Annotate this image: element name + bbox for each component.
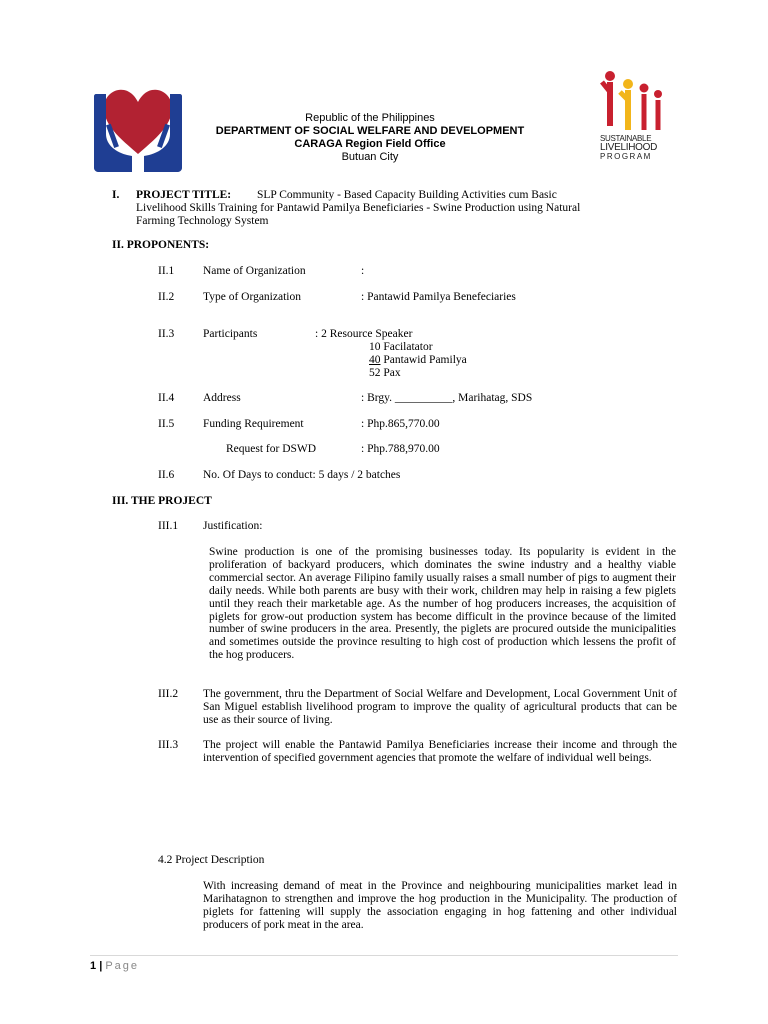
project-description-heading: 4.2 Project Description — [158, 854, 265, 866]
participants-facilitator: 10 Facilatator — [369, 341, 433, 353]
item-value: : 2 Resource Speaker — [315, 328, 413, 340]
item-label: Name of Organization — [203, 265, 306, 277]
participants-pantawid — [369, 354, 467, 367]
item-value: : Php.865,770.00 — [361, 418, 440, 430]
iii1-label: Justification: — [203, 520, 263, 532]
project-description-paragraph: With increasing demand of meat in the Province and neighbouring municipalities market lead in Marihatagnon to strengthen and improve the hog production in the Municipality. The production of piglets for fattening will supply the association engaging in hog fattening and other individual producers of pork meat in the area. — [203, 880, 677, 931]
page-separator: | — [99, 960, 103, 972]
slp-logo — [600, 70, 670, 165]
iii2-number: III.2 — [158, 688, 179, 700]
participants-total: 52 Pax — [369, 367, 401, 379]
iii1-number: III.1 — [158, 520, 179, 532]
slp-logo-line2: LIVELIHOOD — [600, 142, 658, 153]
item-value: : Brgy. __________, Marihatag, SDS — [361, 392, 533, 404]
item-number: II.5 — [158, 418, 175, 430]
page-number: 1 — [90, 960, 97, 972]
header-region: CARAGA Region Field Office — [294, 138, 446, 150]
item-number: II.3 — [158, 328, 175, 340]
section2-heading: II. PROPONENTS: — [112, 239, 210, 251]
item-number: II.2 — [158, 291, 175, 303]
item-value: : — [361, 265, 365, 277]
section1-label: PROJECT TITLE: — [136, 189, 232, 201]
slp-logo-line3: PROGRAM — [600, 152, 652, 161]
item-number: II.1 — [158, 265, 175, 277]
section1-number: I. — [112, 189, 120, 201]
justification-paragraph: Swine production is one of the promising businesses today. Its popularity is evident in the proliferation of backyard producers, which dominates the swine industry and a healthy viable commercial sector. An average Filipino family usually raises a small number of pigs to augment their daily needs. While both parents are busy with their work, children may help in raising a few piglets until they reach their marketable age. As the number of hog producers increases, the acquisition of piglets for grow-out production system has become difficult in the province because of the limited number of swine producers in the area. Presently, the piglets are procured outside the municipalities and sometimes outside the province resulting to high cost of production which lessens the profit of the hog producers. — [209, 546, 676, 662]
item-label: Participants — [203, 328, 258, 340]
item-number: II.6 — [158, 469, 175, 481]
section3-heading: III. THE PROJECT — [112, 495, 212, 507]
item-label: Request for DSWD — [226, 443, 317, 455]
iii3-number: III.3 — [158, 739, 179, 751]
footer-divider — [90, 955, 678, 956]
item-label: Address — [203, 392, 241, 404]
header-country: Republic of the Philippines — [305, 112, 435, 124]
slp-logo-line1: SUSTAINABLE — [600, 134, 652, 143]
iii2-paragraph: The government, thru the Department of Social Welfare and Development, Local Government Unit of San Miguel establish livelihood program to improve the quality of agricultural products that can be use as their source of living. — [203, 688, 677, 726]
page-word: Page — [105, 960, 140, 972]
header-department: DEPARTMENT OF SOCIAL WELFARE AND DEVELOPMENT — [215, 125, 525, 137]
item-label: Funding Requirement — [203, 418, 304, 430]
project-title-line3: Farming Technology System — [136, 215, 269, 227]
item-value: : Pantawid Pamilya Benefeciaries — [361, 291, 516, 303]
header-city: Butuan City — [341, 151, 399, 163]
page-footer — [90, 960, 139, 972]
item-label: Type of Organization — [203, 291, 301, 303]
item-number: II.4 — [158, 392, 175, 404]
item-value: : Php.788,970.00 — [361, 443, 440, 455]
project-title-line1: SLP Community - Based Capacity Building Activities cum Basic — [257, 189, 557, 201]
project-title-line2: Livelihood Skills Training for Pantawid Pamilya Beneficiaries - Swine Production using Natural — [136, 202, 581, 214]
iii3-paragraph: The project will enable the Pantawid Pamilya Beneficiaries increase their income and through the intervention of specified government agencies that promote the welfare of individual well beings. — [203, 739, 677, 764]
item-label: No. Of Days to conduct: 5 days / 2 batches — [203, 469, 401, 481]
participants-group: Pantawid Pamilya — [380, 354, 467, 366]
participants-count: 40 — [369, 354, 381, 366]
